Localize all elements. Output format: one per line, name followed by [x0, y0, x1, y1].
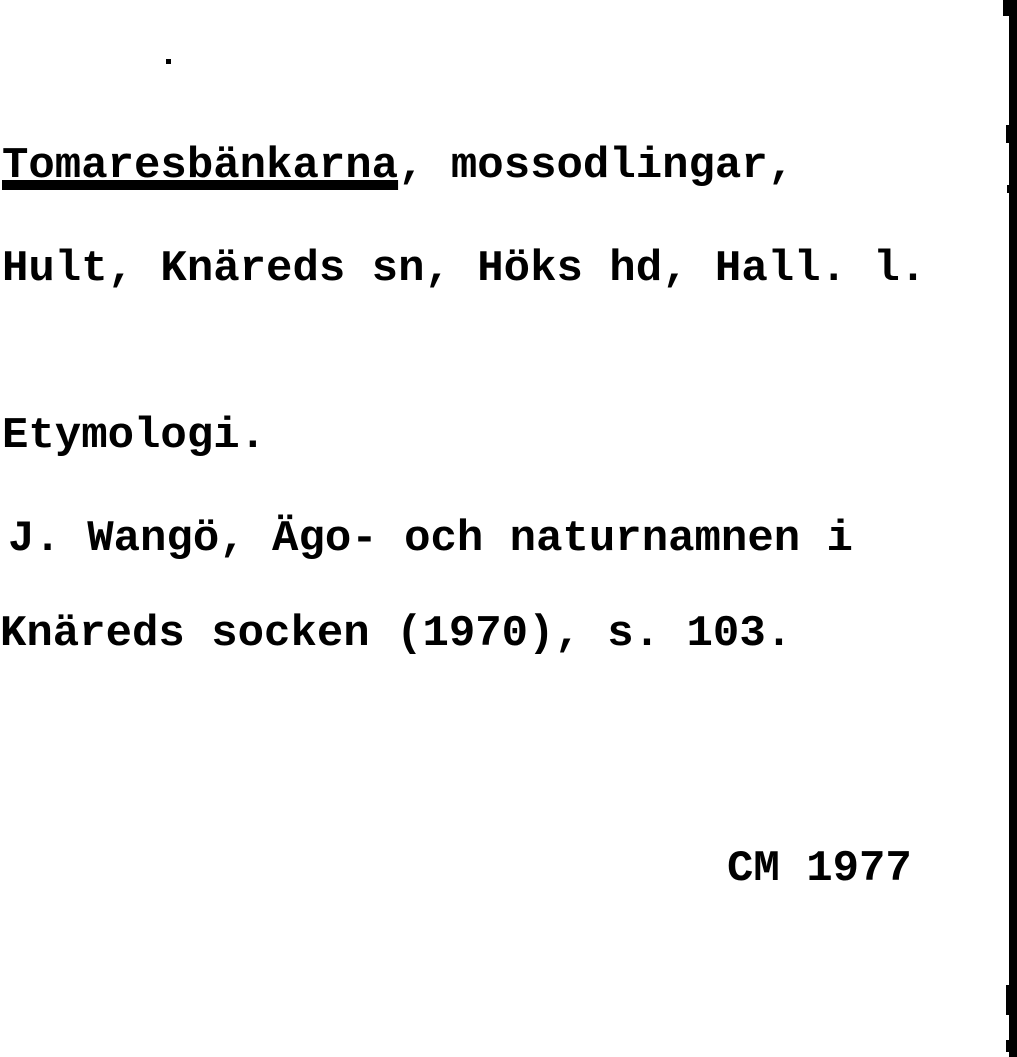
- scan-edge-bar: [1009, 0, 1017, 1057]
- ink-speck: [166, 59, 171, 64]
- scan-noise-tick: [1006, 985, 1009, 1015]
- scan-noise-tick: [1006, 1040, 1009, 1052]
- scan-noise-tick: [1006, 125, 1009, 143]
- headword-line: [2, 141, 795, 191]
- headword-underlined: Tomaresbänkarna: [2, 141, 399, 191]
- signature: CM 1977: [727, 844, 912, 894]
- scan-noise-tick: [1007, 185, 1009, 193]
- reference-line-2: Knäreds socken (1970), s. 103.: [0, 609, 793, 659]
- section-heading: Etymologi.: [2, 411, 267, 461]
- reference-line-1: J. Wangö, Ägo- och naturnamnen i: [8, 514, 853, 564]
- headword-suffix: , mossodlingar,: [398, 141, 795, 191]
- location-line: Hult, Knäreds sn, Höks hd, Hall. l.: [2, 244, 927, 294]
- scan-edge-corner-blob: [1003, 0, 1017, 16]
